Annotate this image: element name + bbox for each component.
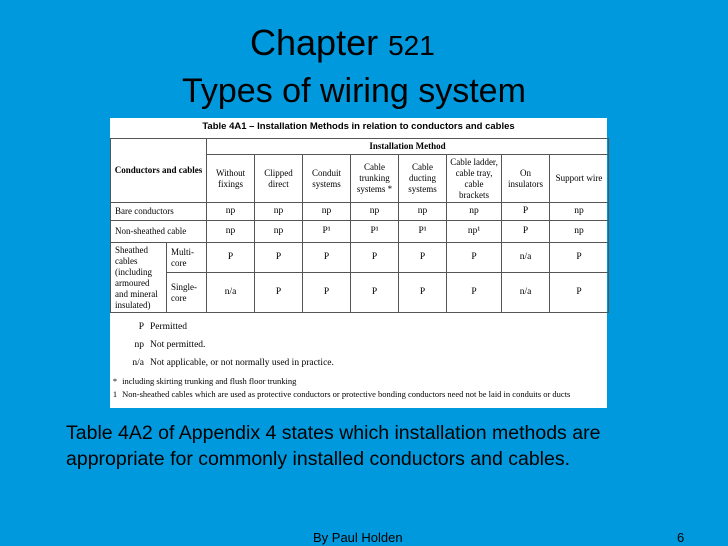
table-cell: np [550,203,609,221]
legend-text: Not permitted. [150,340,206,350]
row-label: Bare conductors [111,203,207,221]
column-header: Cable trunking systems * [351,155,399,203]
column-header: Conduit systems [303,155,351,203]
footnote-key: * [112,376,118,386]
page-number: 6 [677,530,685,545]
row-label: Single-core [167,273,207,313]
table-cell: np [550,221,609,243]
slide-subtitle: Types of wiring system [182,72,526,110]
legend-key: n/a [132,358,144,368]
footnote [110,389,570,399]
column-header: Clipped direct [255,155,303,203]
column-header: Cable ladder, cable tray, cable brackets [447,155,502,203]
table-cell: P [502,203,550,221]
table-cell: np [207,221,255,243]
footnote [110,376,296,386]
footnote-text: including skirting trunking and flush floor trunking [122,376,297,386]
table-cell: P¹ [303,221,351,243]
table-cell: np [447,203,502,221]
table-cell: P [351,273,399,313]
table-cell: P [351,243,399,273]
slide-title [250,22,435,64]
table-cell: P [399,273,447,313]
table-cell: np [303,203,351,221]
table-cell: np [399,203,447,221]
table-image [110,118,607,408]
installation-methods-table [110,138,609,313]
table-cell: P [447,243,502,273]
legend-key: P [138,322,144,332]
table-cell: P [399,243,447,273]
legend-text: Permitted [150,322,187,332]
table-caption: Table 4A1 – Installation Methods in relation to conductors and cables [202,121,515,132]
table-cell: P¹ [399,221,447,243]
table-cell: n/a [502,273,550,313]
row-label: Non-sheathed cable [111,221,207,243]
table-cell: P [207,243,255,273]
table-cell: np [351,203,399,221]
table-cell: P [255,243,303,273]
column-header: Cable ducting systems [399,155,447,203]
column-header: On insulators [502,155,550,203]
title-word: Chapter [250,22,379,63]
table-cell: P [303,243,351,273]
table-cell: np [255,221,303,243]
footnote-text: Non-sheathed cables which are used as protective conductors or protective bonding conductors need not be laid in conduits or ducts [122,389,571,399]
legend-key: np [134,340,144,350]
table-cell: P [447,273,502,313]
installation-method-header: Installation Method [207,139,609,155]
table-cell: n/a [207,273,255,313]
slide-description: Table 4A2 of Appendix 4 states which installation methods are appropriate for commonly installed conductors and cables. [66,422,601,470]
table-cell: P [550,243,609,273]
legend-item [122,322,187,332]
table-cell: np [207,203,255,221]
row-label: Multi-core [167,243,207,273]
legend-item [122,340,205,350]
legend-text: Not applicable, or not normally used in practice. [150,358,334,368]
chapter-number: 521 [388,30,435,61]
column-header: Without fixings [207,155,255,203]
table-cell: np¹ [447,221,502,243]
table-cell: P [303,273,351,313]
footnote-key: 1 [112,389,118,399]
table-cell: P [502,221,550,243]
sheathed-cables-label: Sheathed cables (including armoured and mineral insulated) [111,243,167,313]
table-cell: n/a [502,243,550,273]
table-cell: P [255,273,303,313]
conductors-header: Conductors and cables [111,139,207,203]
column-header: Support wire [550,155,609,203]
table-cell: np [255,203,303,221]
slide-footer: By Paul Holden [313,530,403,545]
table-cell: P [550,273,609,313]
legend-item [122,358,334,368]
table-cell: P¹ [351,221,399,243]
